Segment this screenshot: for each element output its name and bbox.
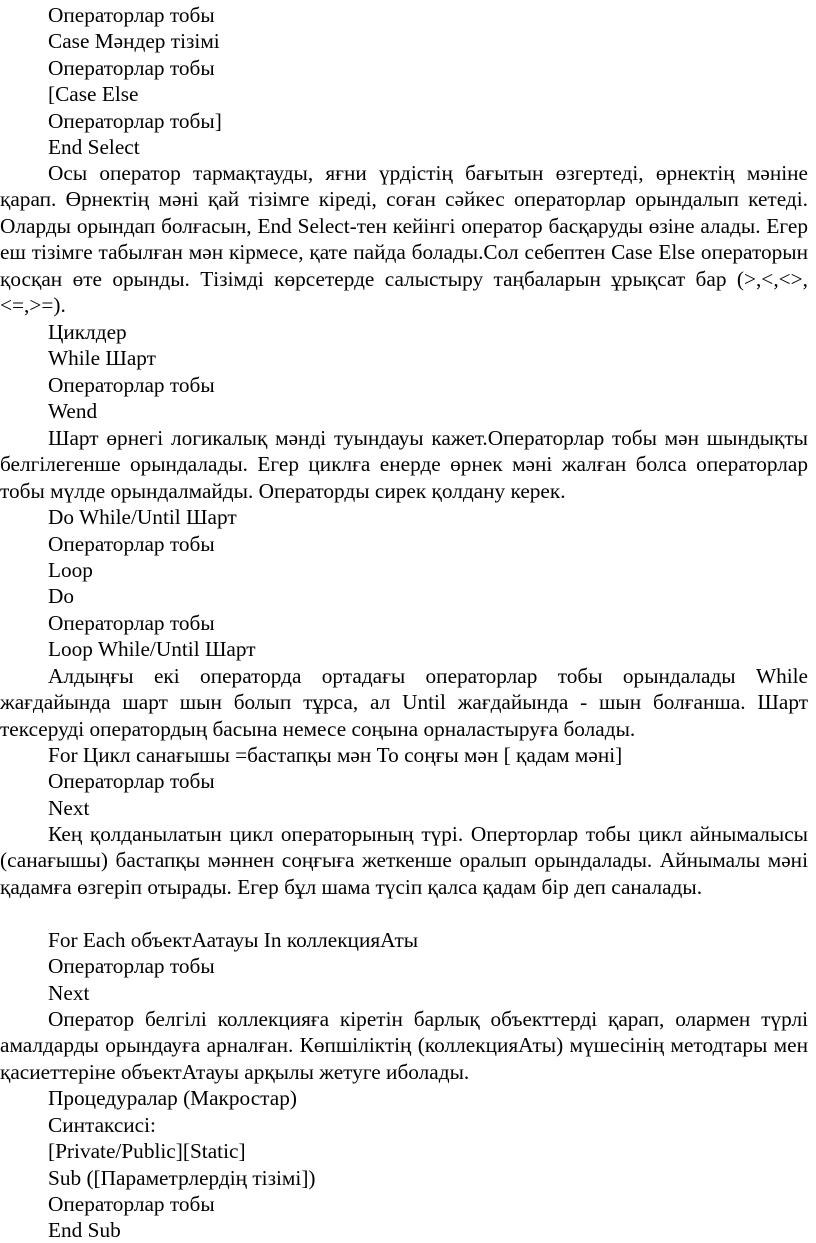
- code-line: End Select: [48, 135, 140, 159]
- code-line: Операторлар тобы: [48, 532, 215, 556]
- paragraph-select-description: Осы оператор тармақтауды, яғни үрдістің бағытын өзгертеді, өрнектің мәніне қарап. Өрнектің мәні қай тізімге кіреді, соған сәйкес операторлар орындалып кетеді. Оларды орындап болғасын, End Select-тен кейінгі оператор басқаруды өзіне алады. Егер еш тізімге табылған мән кірмесе, қате пайда болады.Сол себептен Case Else операторын қосқан өте орынды. Тізімді көрсетерде салыстыру таңбаларын ұрықсат бар (>,<,<>,<=,>=).: [0, 161, 808, 318]
- code-line: [Case Else: [48, 82, 139, 106]
- code-line: For Each объектАатауы In коллекцияАты: [48, 928, 419, 952]
- section-heading: Циклдер: [48, 320, 127, 344]
- code-line: Next: [48, 796, 90, 820]
- code-line: End Sub: [48, 1218, 121, 1242]
- code-line: Операторлар тобы]: [48, 109, 222, 133]
- code-line: Loop While/Until Шарт: [48, 637, 256, 661]
- code-line: Операторлар тобы: [48, 3, 215, 27]
- code-line: Do: [48, 584, 75, 608]
- code-line: Операторлар тобы: [48, 56, 215, 80]
- paragraph-for-each-description: Оператор белгілі коллекцияға кіретін барлық объекттерді қарап, олармен түрлі амалдарды орындауға арналған. Көпшіліктің (коллекцияАты) мүшесінің методтары мен қасиеттеріне объектАтауы арқылы жетуге иболады.: [0, 1007, 808, 1084]
- code-line: [Private/Public][Static]: [48, 1139, 246, 1163]
- code-line: Синтаксисі:: [48, 1113, 156, 1137]
- code-line: Next: [48, 981, 90, 1005]
- code-line: Операторлар тобы: [48, 373, 215, 397]
- code-line: Операторлар тобы: [48, 1192, 215, 1216]
- paragraph-while-description: Шарт өрнегі логикалық мәнді туындауы кажет.Операторлар тобы мән шындықты белгілегенше орындалады. Егер циклға енерде өрнек мәні жалған болса операторлар тобы мүлде орындалмайды. Операторды сирек қолдану керек.: [0, 426, 808, 503]
- code-line: While Шарт: [48, 346, 156, 370]
- code-line: Loop: [48, 558, 93, 582]
- code-line: Операторлар тобы: [48, 954, 215, 978]
- code-line: Wend: [48, 399, 98, 423]
- code-line: For Цикл санағышы =бастапқы мән To соңғы мән [ қадам мәні]: [48, 743, 623, 767]
- code-line: Операторлар тобы: [48, 769, 215, 793]
- paragraph-for-description: Кең қолданылатын цикл операторының түрі. Оперторлар тобы цикл айнымалысы (санағышы) бастапқы мәннен соңғыға жеткенше оралып орындалады. Айнымалы мәні қадамға өзгеріп отырады. Егер бұл шама түсіп қалса қадам бір деп саналады.: [0, 822, 808, 899]
- section-heading: Процедуралар (Макростар): [48, 1086, 297, 1110]
- code-line: Case Мәндер тізімі: [48, 29, 220, 53]
- code-line: Операторлар тобы: [48, 611, 215, 635]
- code-line: Sub ([Параметрлердің тізімі]): [48, 1166, 316, 1190]
- paragraph-do-loop-description: Алдыңғы екі операторда ортадағы операторлар тобы орындалады While жағдайында шарт шын болып тұрса, ал Until жағдайында - шын болғанша. Шарт тексеруді оператордың басына немесе соңына орналастыруға болады.: [0, 664, 808, 741]
- code-line: Do While/Until Шарт: [48, 505, 237, 529]
